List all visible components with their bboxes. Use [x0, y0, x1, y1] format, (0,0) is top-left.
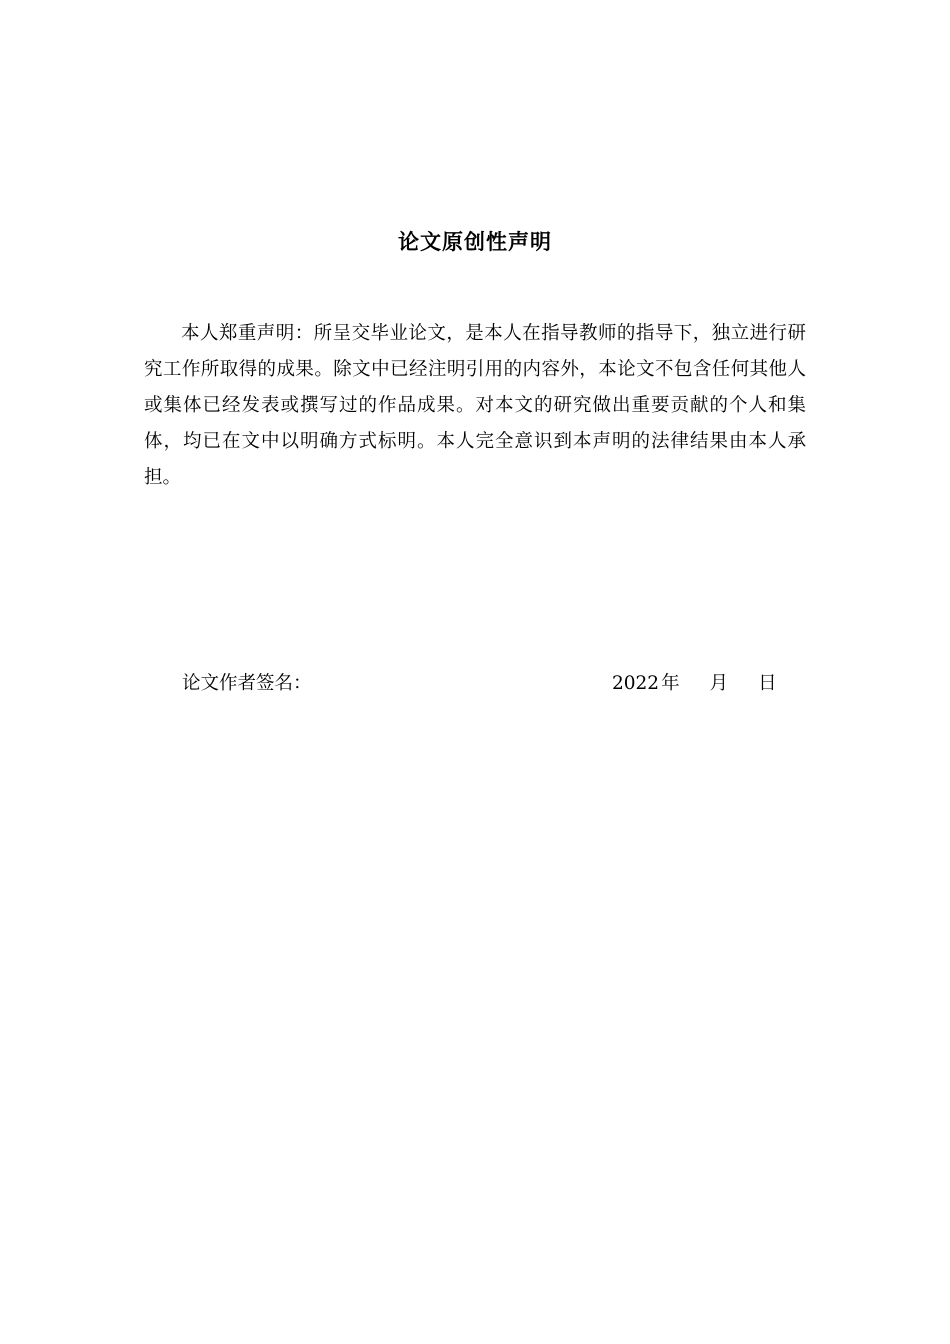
date-year: 2022: [612, 673, 660, 694]
date-month-unit: 月: [709, 673, 729, 694]
date-day-unit: 日: [758, 673, 777, 694]
author-signature-label: 论文作者签名：: [182, 673, 312, 694]
date-year-unit: 年: [661, 673, 680, 694]
declaration-paragraph: 本人郑重声明：所呈交毕业论文，是本人在指导教师的指导下，独立进行研究工作所取得的成果。除文中已经注明引用的内容外，本论文不包含任何其他人或集体已经发表或撰写过的作品成果。对本文的研究做出重要贡献的个人和集体，均已在文中以明确方式标明。本人完全意识到本声明的法律结果由本人承担。: [144, 323, 806, 488]
page-title: 论文原创性声明: [398, 230, 552, 254]
signature-date: [612, 668, 777, 700]
